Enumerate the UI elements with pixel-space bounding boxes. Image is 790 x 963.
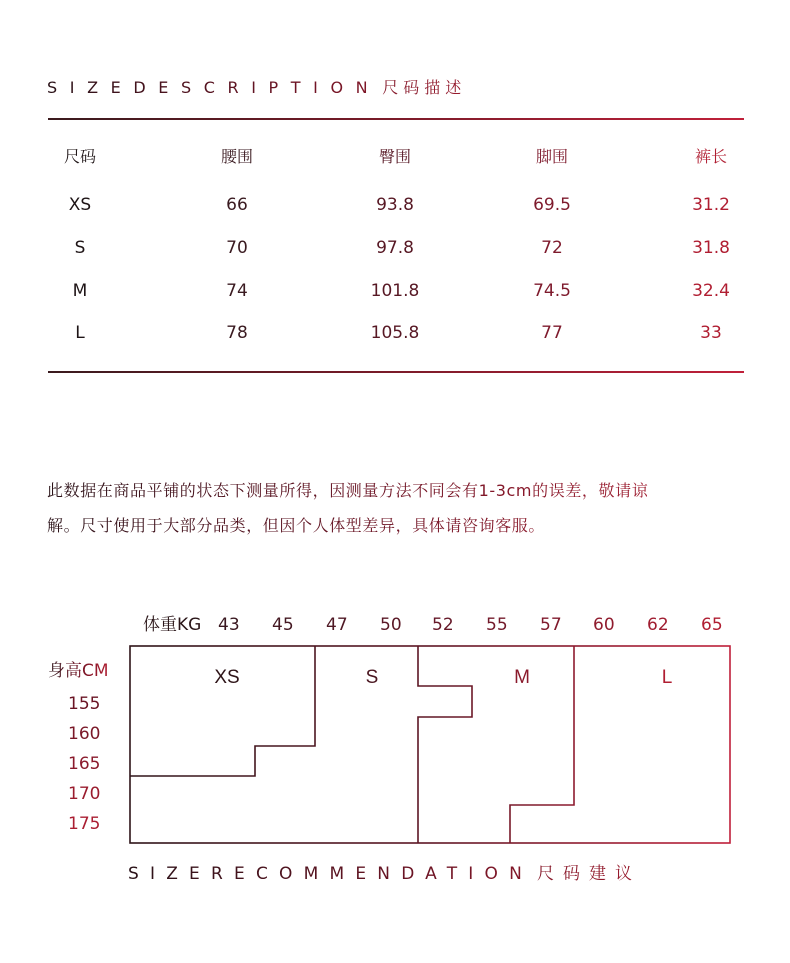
weight-tick: 57: [540, 615, 562, 635]
weight-tick: 45: [272, 615, 294, 635]
weight-tick: 50: [380, 615, 402, 635]
height-tick: 170: [68, 784, 101, 804]
row-m-ankle: 74.5: [533, 281, 571, 301]
row-l-length: 33: [700, 323, 722, 343]
size-zone-l: L: [661, 667, 673, 688]
row-l-hip: 105.8: [370, 323, 420, 343]
row-s-waist: 70: [226, 238, 248, 258]
row-l-size: L: [75, 323, 85, 343]
row-xs-length: 31.2: [692, 195, 730, 215]
size-recommendation-title-en: SIZERECOMMENDATION: [128, 864, 533, 884]
weight-tick: 62: [647, 615, 669, 635]
weight-label: 体重KG: [143, 615, 202, 635]
row-s-hip: 97.8: [376, 238, 414, 258]
weight-tick: 60: [593, 615, 615, 635]
row-m-length: 32.4: [692, 281, 730, 301]
header-ankle: 脚围: [535, 147, 568, 166]
measurement-note-line1: 此数据在商品平铺的状态下测量所得，因测量方法不同会有1-3cm的误差，敬请谅: [47, 480, 747, 502]
row-xs-hip: 93.8: [376, 195, 414, 215]
header-size: 尺码: [63, 147, 96, 166]
row-s-size: S: [74, 238, 86, 258]
weight-tick: 55: [486, 615, 508, 635]
row-l-waist: 78: [226, 323, 248, 343]
height-tick: 175: [68, 814, 101, 834]
weight-tick: 43: [218, 615, 240, 635]
size-zone-m: M: [514, 667, 530, 688]
row-xs-waist: 66: [226, 195, 248, 215]
row-l-ankle: 77: [541, 323, 563, 343]
measurement-note-line2: 解。尺寸使用于大部分品类，但因个人体型差异，具体请咨询客服。: [47, 515, 747, 537]
row-m-size: M: [72, 281, 88, 301]
header-waist: 腰围: [220, 147, 253, 166]
header-hip: 臀围: [378, 147, 411, 166]
row-s-length: 31.8: [692, 238, 730, 258]
size-description-title-en: SIZEDESCRIPTION: [47, 78, 381, 97]
size-recommendation-title-cn: 尺码建议: [537, 864, 641, 884]
size-zone-xs: XS: [214, 667, 240, 688]
height-tick: 160: [68, 724, 101, 744]
weight-tick: 65: [701, 615, 723, 635]
header-length: 裤长: [694, 147, 727, 166]
row-m-waist: 74: [226, 281, 248, 301]
s-boundary: [418, 646, 472, 843]
row-s-ankle: 72: [541, 238, 563, 258]
xs-boundary: [130, 646, 315, 776]
row-m-hip: 101.8: [370, 281, 420, 301]
size-recommendation-title: [128, 863, 748, 885]
height-tick: 155: [68, 694, 101, 714]
row-xs-size: XS: [68, 195, 92, 215]
size-description-title-cn: 尺码描述: [382, 78, 467, 97]
size-zone-s: S: [365, 667, 379, 688]
height-tick: 165: [68, 754, 101, 774]
row-xs-ankle: 69.5: [533, 195, 571, 215]
height-label: 身高CM: [48, 661, 109, 681]
weight-tick: 52: [432, 615, 454, 635]
weight-tick: 47: [326, 615, 348, 635]
